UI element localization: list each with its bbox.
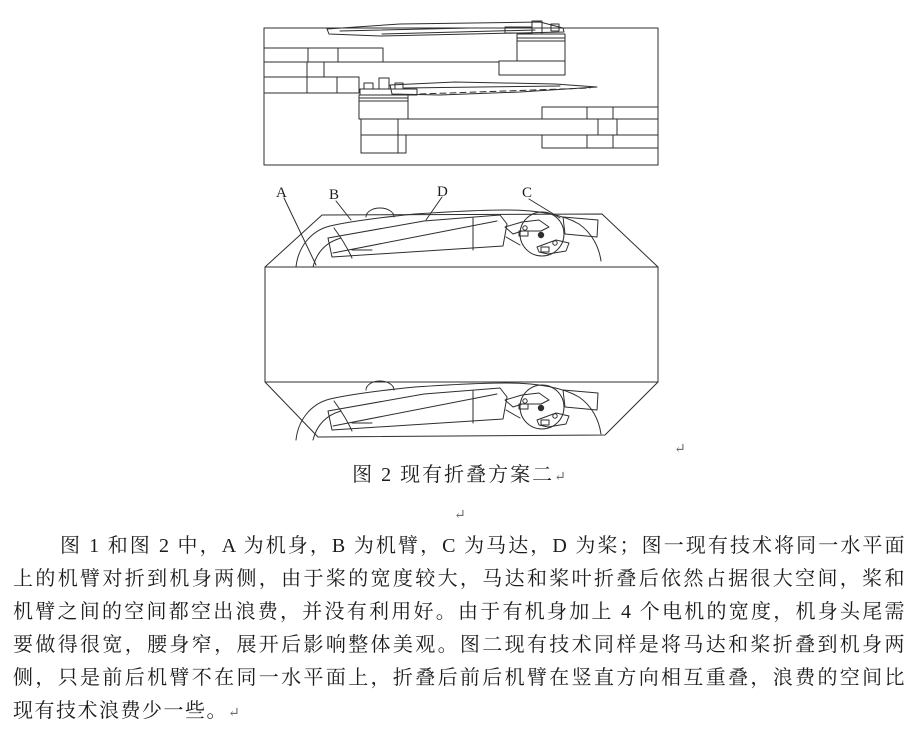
propeller-blade-middle	[390, 82, 597, 95]
paragraph-return-mark: ↵	[454, 508, 466, 523]
folded-arm-front	[296, 208, 601, 267]
paragraph-return-mark: ↵	[674, 442, 686, 457]
motor-block-right	[499, 21, 565, 75]
figure-label-fuselage-a: A	[276, 185, 287, 201]
figure-label-propeller-d: D	[437, 184, 448, 200]
figure-label-arm-b: B	[329, 187, 340, 203]
body-line: 图 1 和图 2 中，A 为机身，B 为机臂，C 为马达，D 为桨；图一现有技术将同一水平面	[60, 535, 906, 557]
body-line: 要做得很宽，腰身窄，展开后影响整体美观。图二现有技术同样是将马达和桨折叠到机身两	[13, 634, 906, 656]
body-line: 机臂之间的空间都空出浪费，并没有利用好。由于有机身加上 4 个电机的宽度，机身头尾需	[13, 601, 906, 623]
figure-caption	[0, 458, 918, 487]
figure-label-motor-c: C	[522, 185, 533, 201]
figure2-top-view	[265, 184, 658, 440]
body-line-text: 现有技术浪费少一些。	[13, 700, 228, 722]
paragraph-return-mark: ↵	[228, 706, 240, 721]
body-line: 侧，只是前后机臂不在同一水平面上，折叠后前后机臂在竖直方向相互重叠，浪费的空间比	[13, 667, 906, 689]
body-paragraph	[13, 530, 906, 730]
body-line: 上的机臂对折到机身两侧，由于桨的宽度较大，马达和桨叶折叠后依然占据很大空间，桨和	[13, 568, 906, 590]
paragraph-return-mark: ↵	[554, 470, 566, 485]
figure-caption-text: 图 2 现有折叠方案二	[352, 464, 555, 486]
folded-arm-rear	[296, 381, 601, 440]
body-line	[13, 695, 906, 730]
figure2-side-view	[264, 21, 658, 165]
